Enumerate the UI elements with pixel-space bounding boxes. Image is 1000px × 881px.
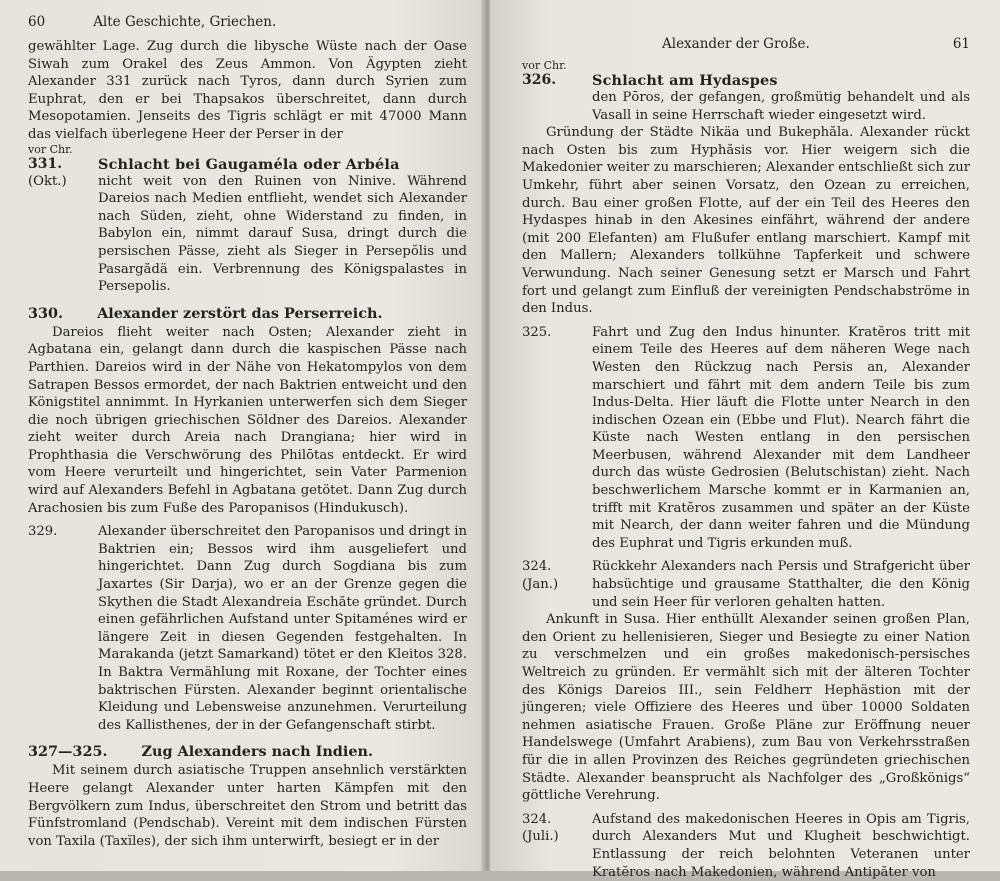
susa-paragraph: Ankunft in Susa. Hier enthüllt Alexander seinen großen Plan, den Orient zu hellenisieren, Sieger und Besiegte zu einer Nation zu verschmelzen und ein großes makedonisch-persisches Weltreich zu gründen. Er vermählt sich mit der älteren Tochter des Königs Dareios III., sein Feldherr Hephästion mit der jüngeren; viele Offiziere des Heeres und über 10000 Soldaten nehmen asiatische Frauen. Große Pläne zur Eröffnung neuer Handelswege (Umfahrt Arabiens), zum Bau von Verkehrsstraßen für die in allen Provinzen des Reiches gegründeten griechischen Städte. Alexander beansprucht als Nachfolger des „Großkönigs“ göttliche Verehrung. <box>522 612 970 804</box>
entry-year: 324. <box>522 559 552 575</box>
entry-month: (Jan.) <box>522 577 559 593</box>
entry-year-col <box>522 60 586 124</box>
entry-body: Mit seinem durch asiatische Truppen ansehnlich verstärkten Heere gelangt Alexander unter harten Kämpfen mit den Bergvölkern zum Indus, überschreitet den Strom und betritt das Fünfstromland (Pendschab). Vereint mit dem indischen Fürsten von Taxila (Taxĭles), der sich ihm unterwirft, besiegt er in der <box>28 763 467 849</box>
entry-year-col <box>28 144 92 296</box>
entry-month: (Okt.) <box>28 174 67 190</box>
entry-331 <box>28 144 467 296</box>
entry-325 <box>522 324 970 553</box>
entry-body: nicht weit von den Ruinen von Ninive. Während Dareios nach Medien entflieht, wendet sich Alexander nach Süden, zieht, ohne Widerstand zu finden, in Babylon ein, nimmt darauf Susa, dringt durch die persischen Pässe, zieht als Sieger in Persepŏlis und Pasargădä ein. Verbrennung des Königspalastes in Persepolis. <box>98 173 467 295</box>
running-head-title: Alte Geschichte, Griechen. <box>93 14 277 30</box>
section-heading-330 <box>28 304 467 324</box>
left-running-head <box>28 14 467 30</box>
entry-content <box>98 144 467 296</box>
entry-body: Dareios flieht weiter nach Osten; Alexander zieht in Agbatana ein, gelangt dann durch die kaspischen Pässe nach Parthien. Dareios wird in der Nähe von Hekatompylos von dem Satrapen Bessos ermordet, der nach Baktrien entweicht und den Königstitel annimmt. In Hyrkanien unterwerfen sich dem Sieger die noch übrigen griechischen Söldner des Dareios. Alexander zieht weiter durch Areia nach Drangiana; hier wird in Prophthasia die Verschwörung des Philōtas entdeckt. Er wird vom Heere verurteilt und hingerichtet, sein Vater Parmenion wird auf Alexanders Befehl in Agbatana getötet. Dann Zug durch Arachosien bis zum Fuße des Paropanisos (Hindukusch). <box>28 324 467 516</box>
entry-324-jul <box>522 811 970 881</box>
page-number: 61 <box>952 36 970 52</box>
entry-year: 326. <box>522 72 557 88</box>
right-running-head <box>522 36 970 52</box>
entry-year: 325. <box>522 324 552 340</box>
entry-month: (Juli.) <box>522 829 559 845</box>
entry-year: 331. <box>28 155 63 172</box>
right-page <box>490 0 1000 880</box>
founding-paragraph: Gründung der Städte Nikäa und Bukephăla. Alexander rückt nach Osten bis zum Hyphăsis vor. Hier weigern sich die Makedonier weiter zu marschieren; Alexander entschließt sich zur Umkehr, führt aber seinen Vorsatz, den Ozean zu erreichen, durch. Bau einer großen Flotte, auf der ein Teil des Heeres den Hydaspes hinab in den Akesines einfährt, während der andere (mit 200 Elefanten) am Flußufer entlang marschiert. Kampf mit den Mallern; Alexanders tollkühne Tapferkeit und schwere Verwundung. Nach seiner Genesung setzt er Marsch und Fahrt fort und gelangt zum Einfluß der vereinigten Pendschabströme in den Indus. <box>522 125 970 317</box>
entry-heading: Schlacht am Hydaspes <box>592 72 778 89</box>
entry-content <box>592 60 970 124</box>
entry-heading: Zug Alexanders nach Indien. <box>141 743 373 761</box>
entry-body: Fahrt und Zug den Indus hinunter. Kratĕros tritt mit einem Teile des Heeres auf dem näheren Wege nach Westen den Rückzug nach Persis an, Alexander marschiert und fährt mit dem andern Teile bis zum Indus-Delta. Hier läuft die Flotte unter Nearch in den indischen Ozean ein (Ebbe und Flut). Nearch fährt die Küste nach Westen entlang in den persischen Meerbusen, während Alexander mit dem Landheer durch das wüste Gedrosien (Belutschistan) zieht. Nach beschwerlichem Marsche kommt er in Karmanien an, trifft mit Kratĕros zusammen und später an der Küste mit Nearch, der dann weiter fahren und die Mündung des Euphrat und Tigris erkunden muß. <box>592 324 970 551</box>
vor-chr-label: vor Chr. <box>522 59 567 72</box>
entry-year-col <box>522 811 586 881</box>
left-page <box>0 0 485 871</box>
entry-body: Aufstand des makedonischen Heeres in Opis am Tigris, durch Alexanders Mut und Klugheit beschwichtigt. Entlassung der reich belohnten Veteranen unter Kratĕros nach Makedonien, während Antipăter von <box>592 811 970 880</box>
entry-body: Alexander überschreitet den Paropanisos und dringt in Baktrien ein; Bessos wird ihm ausgeliefert und hingerichtet. Dann Zug durch Sogdiana bis zum Jaxartes (Sir Darja), wo er an der Grenze gegen die Skythen die Stadt Alexandreia Eschăte gründet. Durch einen gefährlichen Aufstand unter Spitaménes wird er längere Zeit in diesen Gegenden festgehalten. In Marakanda (jetzt Samarkand) tötet er den Kleitos 328. In Baktra Vermählung mit Roxane, der Tochter eines baktrischen Fürsten. Alexander beginnt orientalische Kleidung und Lebensweise anzunehmen. Verurteilung des Kallisthenes, der in der Gefangenschaft stirbt. <box>98 524 467 733</box>
entry-heading: Schlacht bei Gaugaméla oder Arbéla <box>98 155 400 173</box>
entry-year-col <box>522 558 586 611</box>
entry-year: 330. <box>28 304 64 322</box>
entry-year: 324. <box>522 811 552 827</box>
entry-326 <box>522 60 970 124</box>
entry-body: Rückkehr Alexanders nach Persis und Strafgericht über habsüchtige und grausame Statthalter, die den König und sein Heer für verloren gehalten hatten. <box>592 559 970 610</box>
intro-paragraph: gewählter Lage. Zug durch die libysche Wüste nach der Oase Siwah zum Orakel des Zeus Ammon. Von Ägypten zieht Alexander 331 zurück nach Tyros, dann durch Syrien zum Euphrat, den er bei Thapsakos überschreitet, dann durch Mesopotamien. Jenseits des Tigris schlägt er mit 47000 Mann das vielfach überlegene Heer der Perser in der <box>28 39 467 142</box>
entry-heading: Alexander zerstört das Perserreich. <box>97 304 383 322</box>
entry-324-jan <box>522 558 970 611</box>
entry-body: den Pōros, der gefangen, großmütig behandelt und als Vasall in seine Herrschaft wieder eingesetzt wird. <box>592 90 970 123</box>
section-heading-327 <box>28 742 467 762</box>
running-head-title: Alexander der Große. <box>662 36 810 52</box>
page-number: 60 <box>28 14 46 30</box>
entry-year: 329. <box>28 524 58 540</box>
entry-329 <box>28 523 467 734</box>
entry-year: 327—325. <box>28 743 108 761</box>
vor-chr-label: vor Chr. <box>28 142 73 156</box>
